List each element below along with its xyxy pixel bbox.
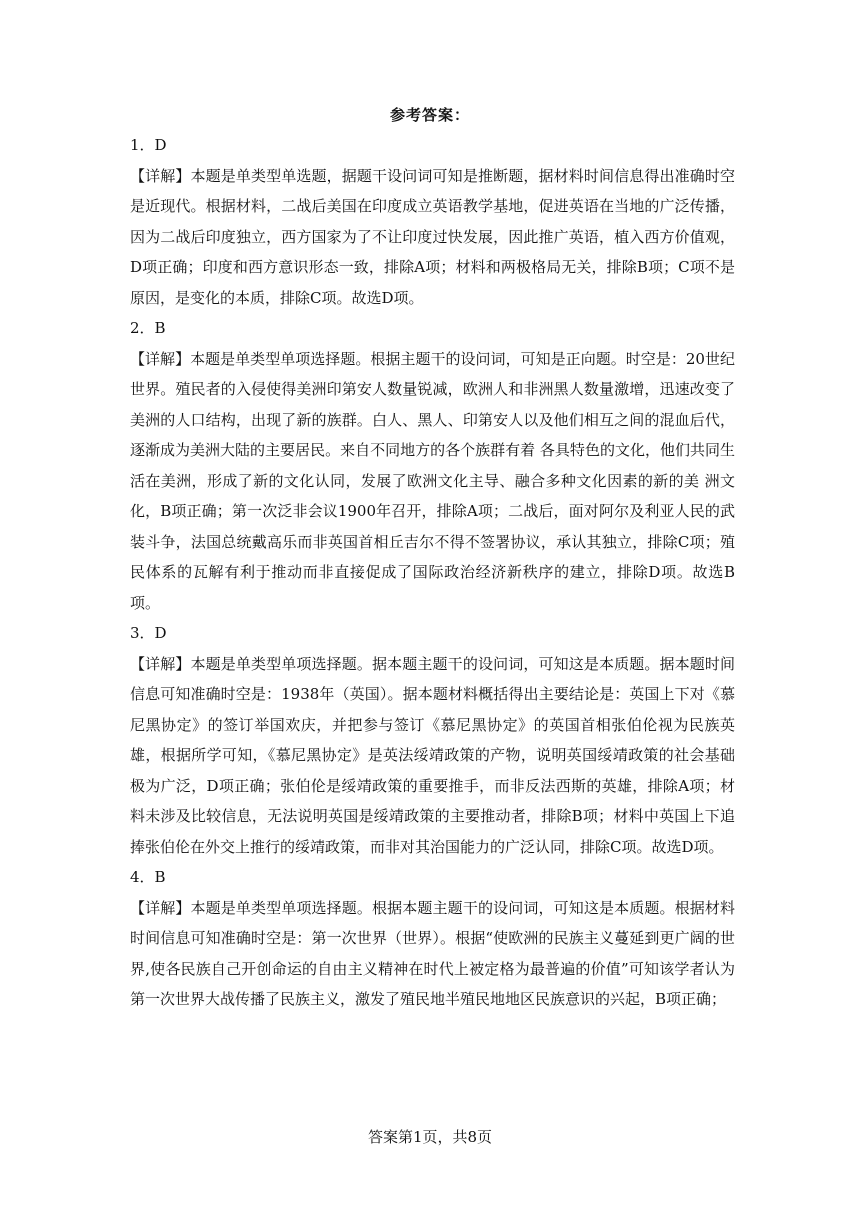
answer-item: [130, 862, 735, 1015]
answer-item: [130, 313, 735, 618]
answer-number: 1．D: [130, 136, 167, 154]
answer-explanation: 【详解】本题是单类型单选题，据题干设问词可知是推断题，据材料时间信息得出准确时空是近现代。根据材料，二战后美国在印度成立英语教学基地，促进英语在当地的广泛传播，因为二战后印度独立，西方国家为了不让印度过快发展，因此推广英语，植入西方价值观，D项正确；印度和西方意识形态一致，排除A项；材料和两极格局无关，排除B项；C项不是原因，是变化的本质，排除C项。故选D项。: [130, 166, 735, 307]
answer-number: 3．D: [130, 624, 167, 642]
answer-explanation: 【详解】本题是单类型单项选择题。据本题主题干的设问词，可知这是本质题。据本题时间信息可知准确时空是：1938年（英国）。据本题材料概括得出主要结论是：英国上下对《慕尼黑协定》的签订举国欢庆，并把参与签订《慕尼黑协定》的英国首相张伯伦视为民族英雄，根据所学可知，《慕尼黑协定》是英法绥靖政策的产物，说明英国绥靖政策的社会基础极为广泛，D项正确；张伯伦是绥靖政策的重要推手，而非反法西斯的英雄，排除A项；材料未涉及比较信息，无法说明英国是绥靖政策的主要推动者，排除B项；材料中英国上下追捧张伯伦在外交上推行的绥靖政策，而非对其治国能力的广泛认同，排除C项。故选D项。: [130, 654, 735, 856]
answer-explanation: 【详解】本题是单类型单项选择题。根据主题干的设问词，可知是正向题。时空是：20世纪世界。殖民者的入侵使得美洲印第安人数量锐减，欧洲人和非洲黑人数量激增，迅速改变了美洲的人口结构，出现了新的族群。白人、黑人、印第安人以及他们相互之间的混血后代，逐渐成为美洲大陆的主要居民。来自不同地方的各个族群有着 各具特色的文化，他们共同生活在美洲，形成了新的文化认同，发展了欧洲文化主导、融合多种文化因素的新的美 洲文化，B项正确；第一次泛非会议1900年召开，排除A项；二战后，面对阿尔及利亚人民的武装斗争，法国总统戴高乐而非英国首相丘吉尔不得不签署协议，承认其独立，排除C项；殖民体系的瓦解有利于推动而非直接促成了国际政治经济新秩序的建立，排除D项。故选B项。: [130, 349, 735, 612]
answer-item: [130, 130, 735, 313]
answer-explanation: 【详解】本题是单类型单项选择题。根据本题主题干的设问词，可知这是本质题。根据材料时间信息可知准确时空是：第一次世界（世界）。根据“使欧洲的民族主义蔓延到更广阔的世界,使各民族自己开创命运的自由主义精神在时代上被定格为最普遍的价值”可知该学者认为第一次世界大战传播了民族主义，激发了殖民地半殖民地地区民族意识的兴起，B项正确；: [130, 898, 735, 1008]
answer-item: [130, 618, 735, 862]
page-title: 参考答案：: [389, 106, 470, 124]
answer-number: 2．B: [130, 319, 166, 337]
answer-number: 4．B: [130, 868, 166, 886]
answer-list: [130, 130, 735, 1015]
page-footer: 答案第1页，共8页: [367, 1128, 493, 1146]
